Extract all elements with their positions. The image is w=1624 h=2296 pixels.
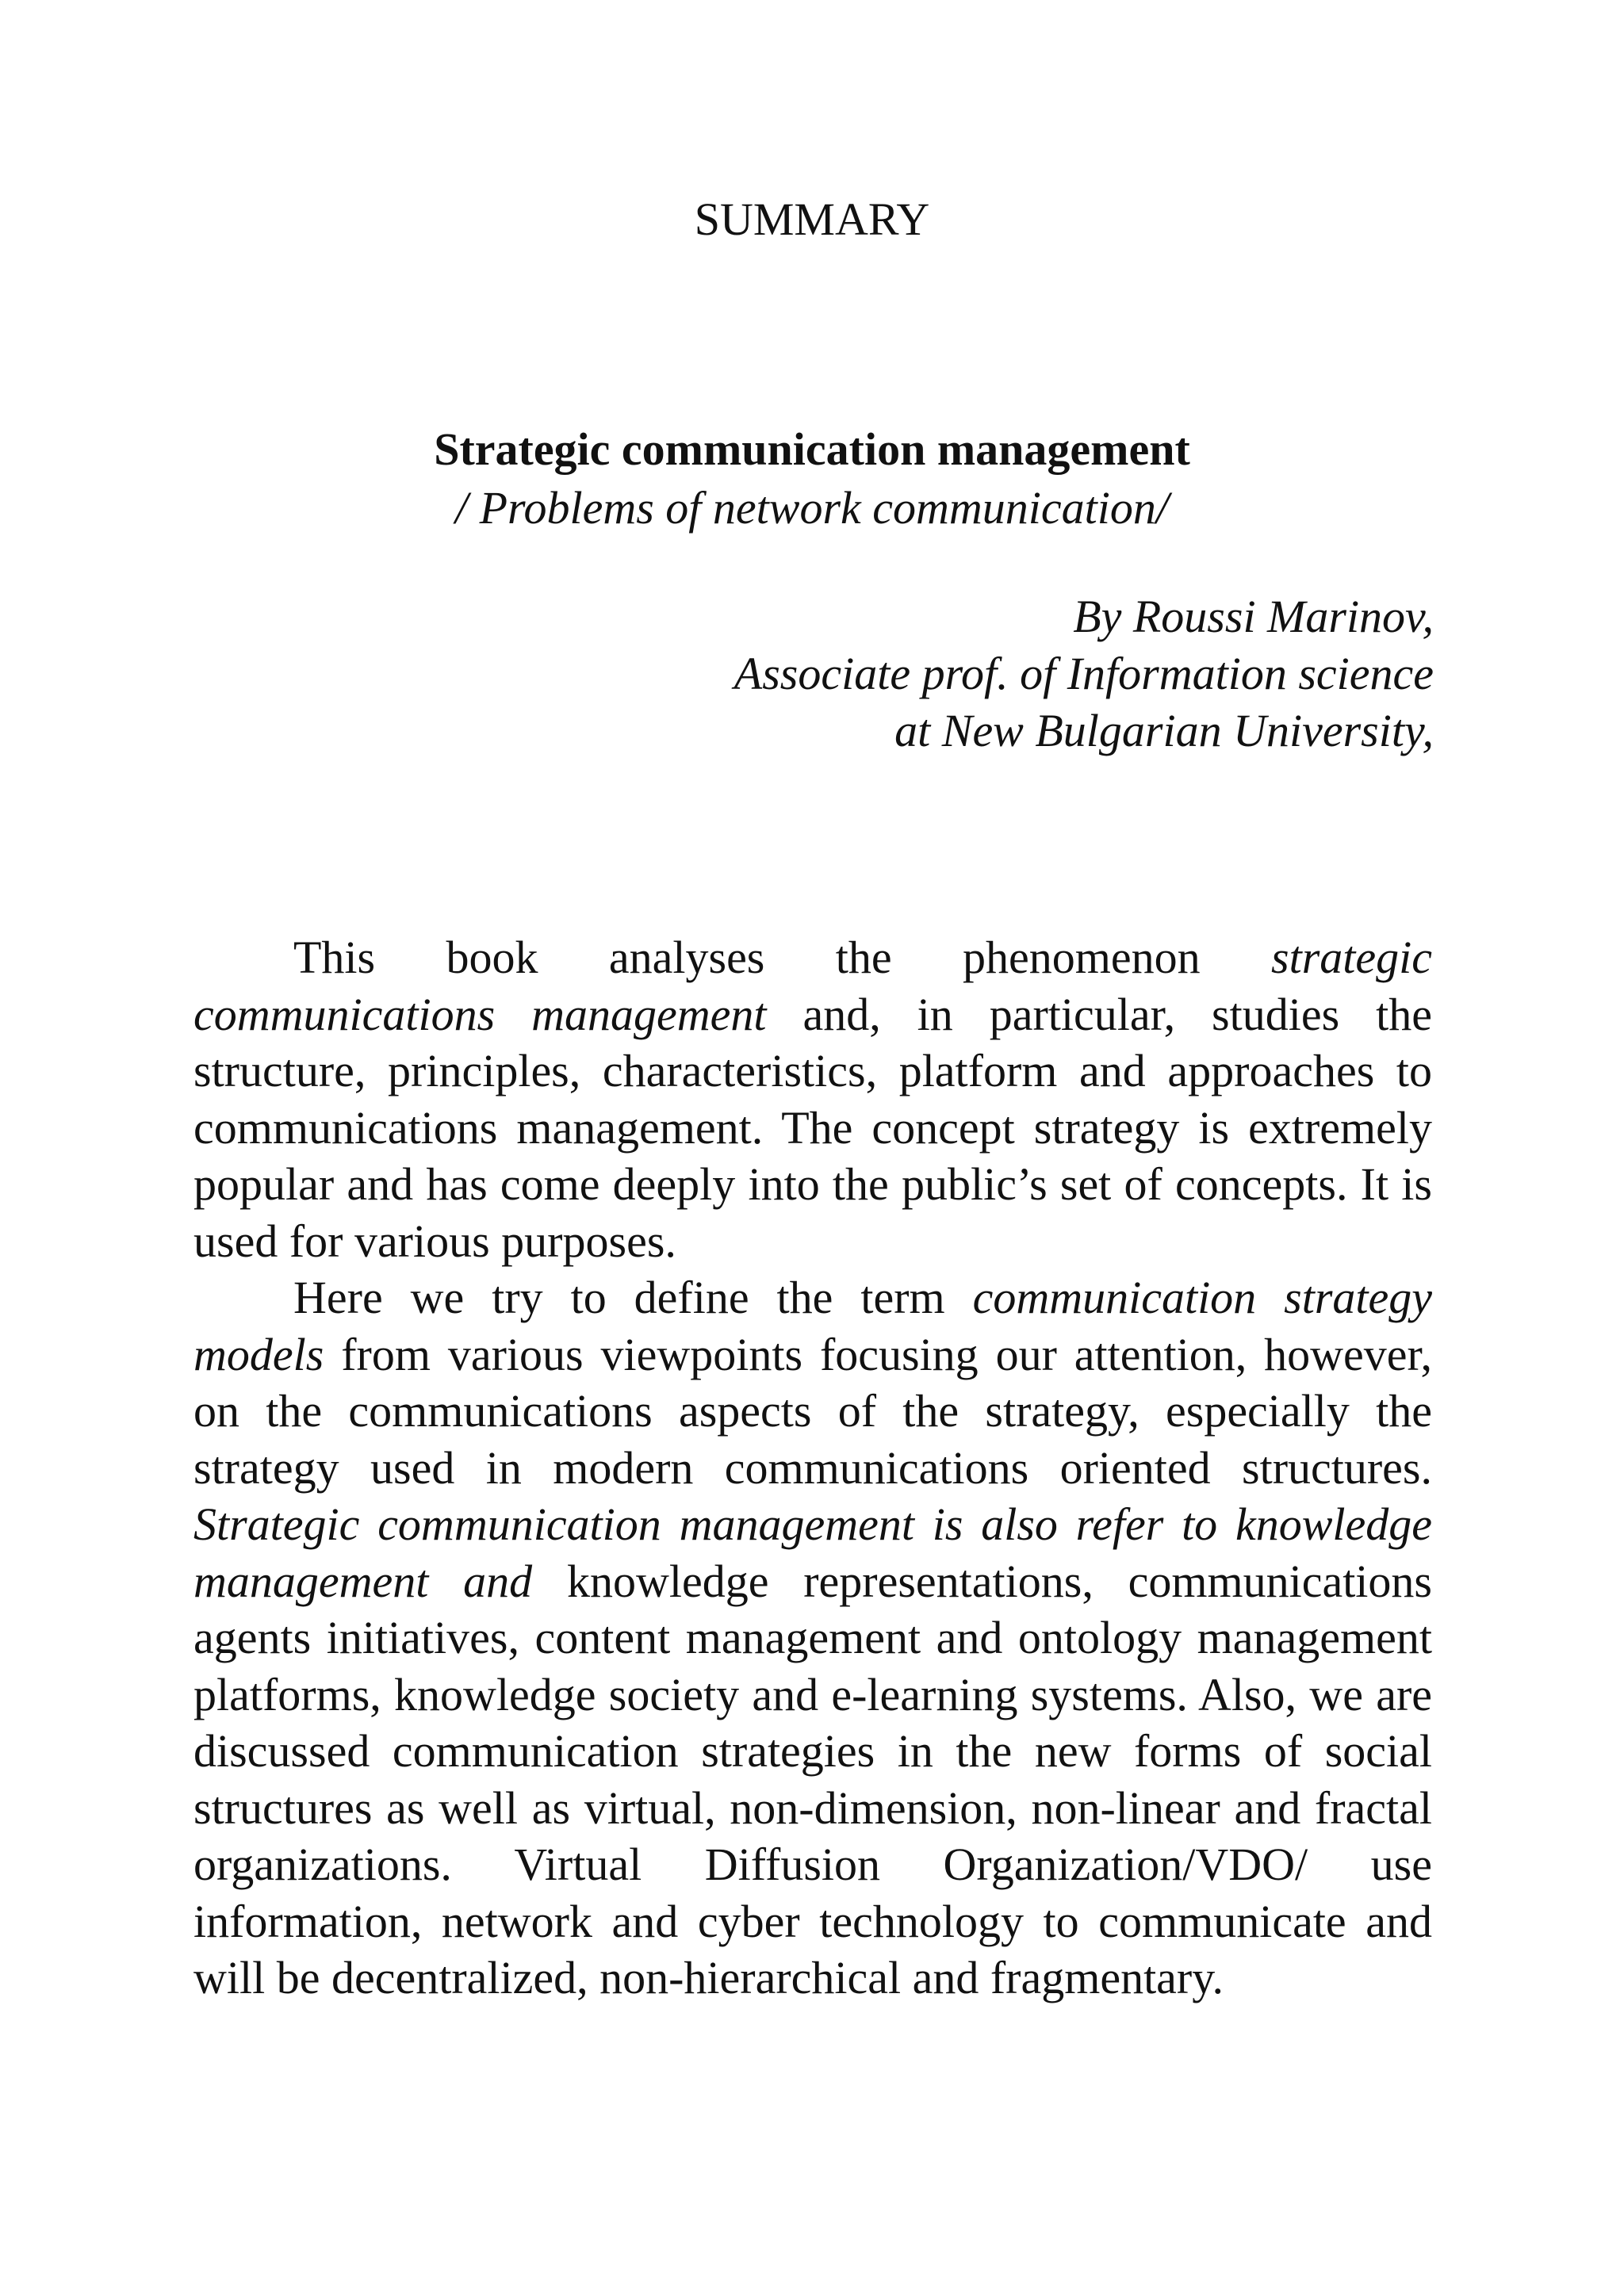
paragraph-1-emphasis: strategic communications management: [193, 932, 1432, 1040]
paragraph-2-emphasis-a: communication strategy models: [193, 1272, 1432, 1380]
paragraph-1-text-b: and, in particular, studies the structure, principles, characteristics, platform and approaches to communications management. The concept strategy is extremely popular and has come deeply into the public’s set of concepts. It is used for various purposes.: [193, 988, 1432, 1267]
paragraph-2-text-c: knowledge representations, communications agents initiatives, content management and ontology management platforms, knowledge society and e-learning systems. Also, we are discussed communication strategies in the new forms of social structures as well as virtual, non-dimension, non-linear and fractal organizations. Virtual Diffusion Organization/VDO/ use information, network and cyber technology to communicate and will be decentralized, non-hierarchical and fragmentary.: [193, 1555, 1432, 2003]
summary-body: [193, 929, 1432, 2007]
author-affiliation: at New Bulgarian University,: [894, 705, 1434, 756]
document-subtitle: / Problems of network communication/: [455, 482, 1169, 534]
paragraph-1: [193, 929, 1432, 1269]
paragraph-2: [193, 1269, 1432, 2007]
paragraph-2-text-b: from various viewpoints focusing our attention, however, on the communications aspects of the strategy, especially the strategy used in modern communications oriented structures.: [193, 1328, 1432, 1494]
title-block: [0, 420, 1624, 538]
document-title: Strategic communication management: [434, 423, 1190, 475]
summary-heading: SUMMARY: [694, 193, 930, 245]
author-name: By Roussi Marinov,: [1073, 591, 1434, 642]
author-position: Associate prof. of Information science: [733, 648, 1434, 699]
paragraph-1-text-a: This book analyses the phenomenon: [293, 932, 1272, 983]
author-byline: [734, 588, 1434, 760]
paragraph-2-text-a: Here we try to define the term: [293, 1272, 973, 1323]
paragraph-2-emphasis-b: Strategic communication management is also refer to knowledge management and: [193, 1498, 1432, 1607]
